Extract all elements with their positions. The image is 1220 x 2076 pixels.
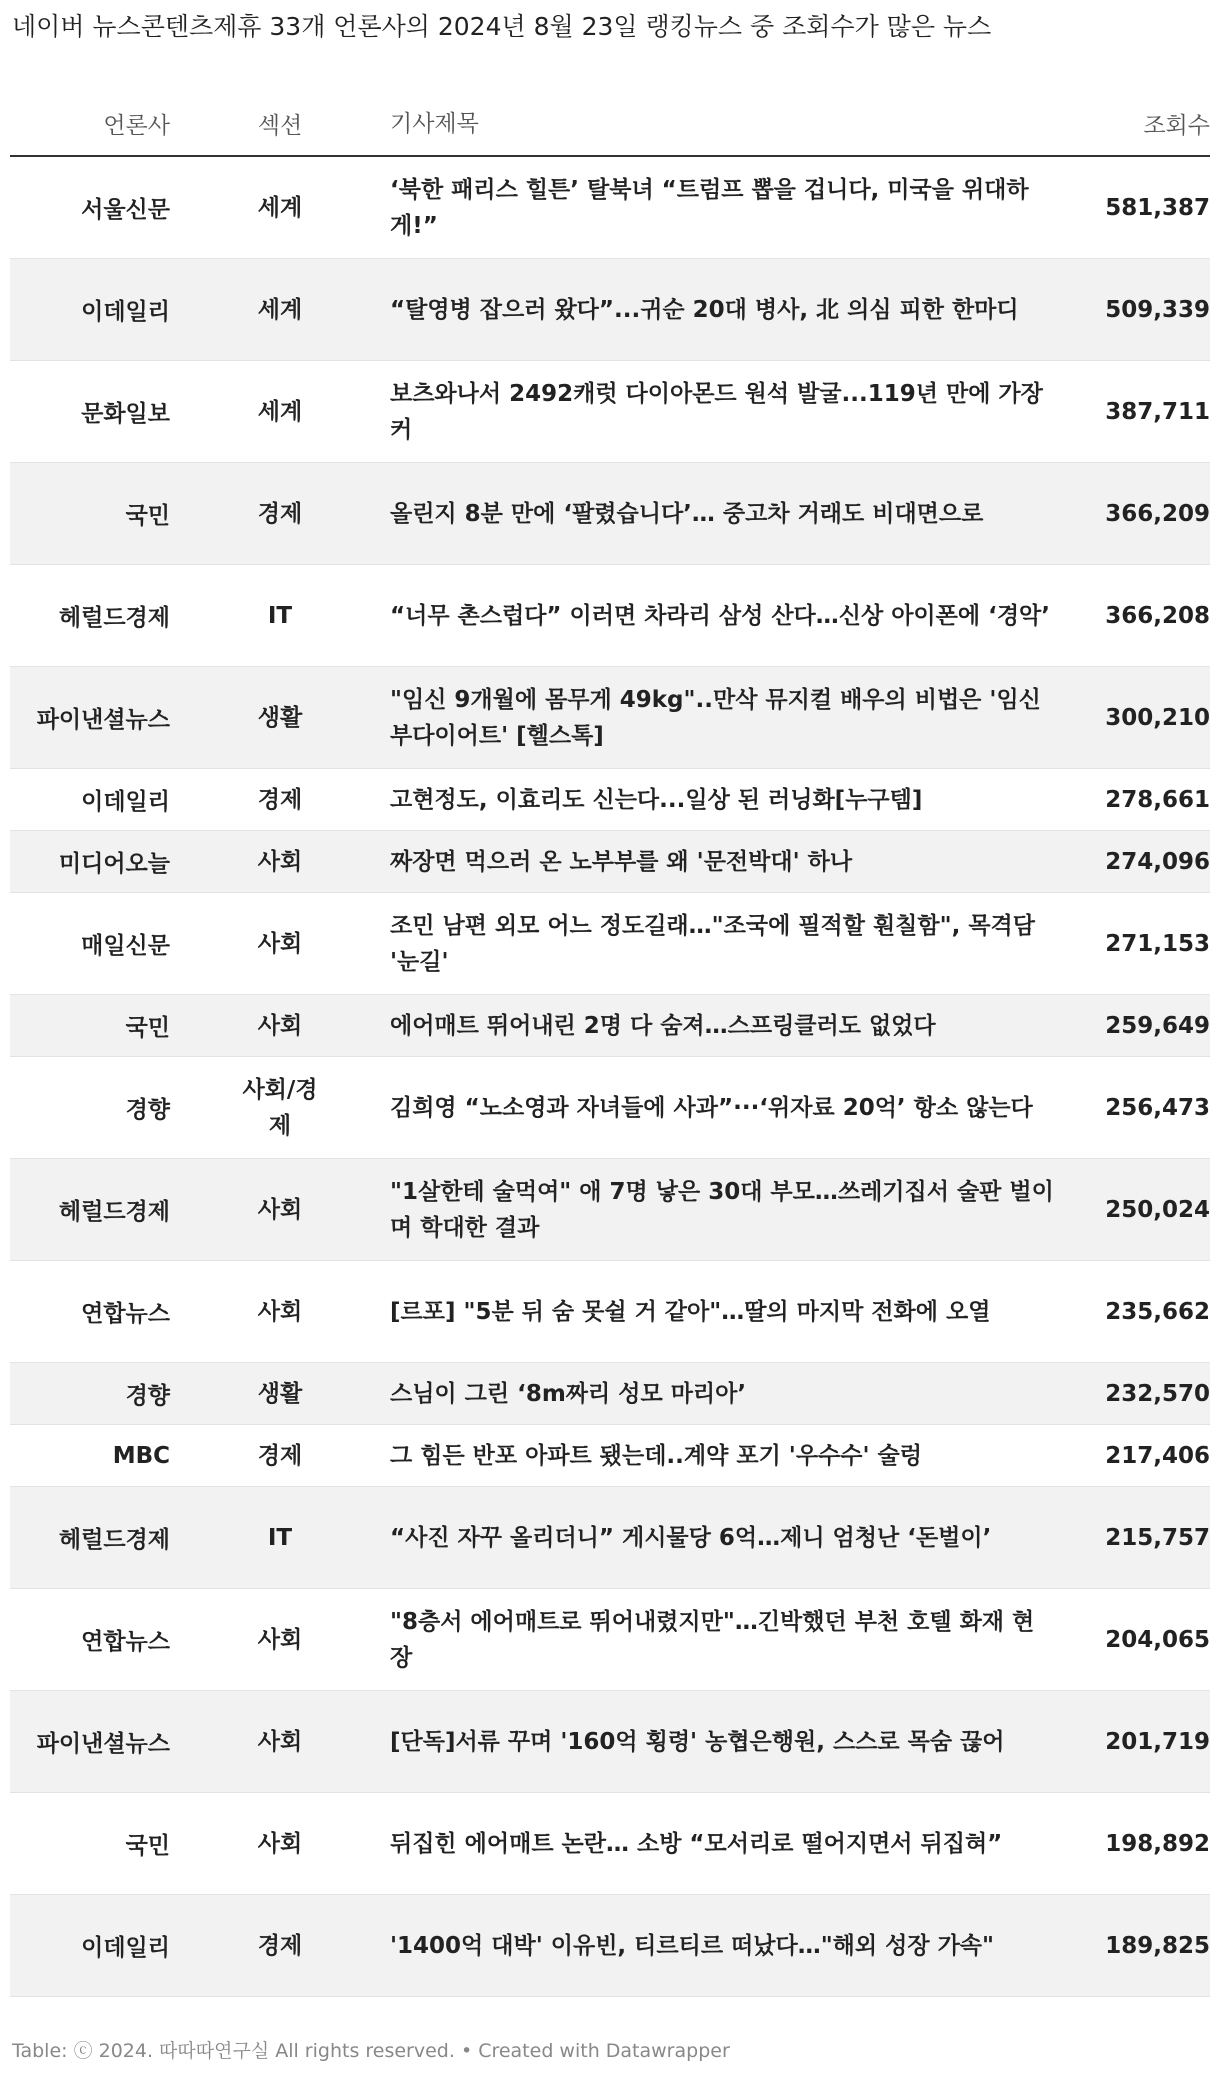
- table-header-row: [10, 92, 1210, 156]
- cell-views: 259,649: [1090, 995, 1210, 1057]
- cell-views: 581,387: [1090, 156, 1210, 259]
- headline-text: "임신 9개월에 몸무게 49kg"..만삭 뮤지컬 배우의 비법은 '임신부다이어트' [헬스톡]: [390, 686, 1041, 749]
- table-row: [10, 1487, 1210, 1589]
- section-label: 경제: [257, 1932, 303, 1959]
- section-label: 사회: [257, 1196, 303, 1223]
- cell-section: [170, 1363, 390, 1425]
- table-row: [10, 156, 1210, 259]
- cell-section: [170, 1691, 390, 1793]
- ranking-news-table: [10, 92, 1210, 1997]
- headline-text: “탈영병 잡으러 왔다”...귀순 20대 병사, 北 의심 피한 한마디: [390, 296, 1019, 323]
- cell-headline: [390, 463, 1090, 565]
- cell-publisher: 연합뉴스: [10, 1589, 170, 1691]
- cell-views: 215,757: [1090, 1487, 1210, 1589]
- table-row: [10, 667, 1210, 769]
- cell-section: [170, 1261, 390, 1363]
- cell-views: 235,662: [1090, 1261, 1210, 1363]
- table-row: [10, 1159, 1210, 1261]
- cell-section: [170, 1057, 390, 1159]
- section-label: 경제: [257, 786, 303, 813]
- table-row: [10, 769, 1210, 831]
- cell-headline: [390, 1589, 1090, 1691]
- table-body: [10, 156, 1210, 1997]
- cell-views: 278,661: [1090, 769, 1210, 831]
- cell-views: 300,210: [1090, 667, 1210, 769]
- headline-text: 조민 남편 외모 어느 정도길래…"조국에 필적할 훤칠함", 목격담 '눈길': [390, 912, 1035, 975]
- section-label: 사회: [257, 848, 303, 875]
- cell-section: [170, 565, 390, 667]
- section-label: 생활: [257, 704, 303, 731]
- table-row: [10, 1691, 1210, 1793]
- cell-views: 250,024: [1090, 1159, 1210, 1261]
- cell-views: 198,892: [1090, 1793, 1210, 1895]
- table-row: [10, 565, 1210, 667]
- cell-publisher: MBC: [10, 1425, 170, 1487]
- section-label: IT: [267, 602, 293, 629]
- section-label: 세계: [257, 194, 303, 221]
- table-row: [10, 995, 1210, 1057]
- cell-headline: [390, 259, 1090, 361]
- headline-text: "8층서 에어매트로 뛰어내렸지만"…긴박했던 부천 호텔 화재 현장: [390, 1608, 1035, 1671]
- cell-views: 271,153: [1090, 893, 1210, 995]
- cell-headline: [390, 995, 1090, 1057]
- section-label: 사회: [257, 1830, 303, 1857]
- cell-publisher: 연합뉴스: [10, 1261, 170, 1363]
- cell-publisher: 경향: [10, 1057, 170, 1159]
- cell-publisher: 파이낸셜뉴스: [10, 1691, 170, 1793]
- header-publisher[interactable]: 언론사: [10, 92, 170, 156]
- cell-section: [170, 1159, 390, 1261]
- cell-publisher: 이데일리: [10, 1895, 170, 1997]
- section-label: 경제: [257, 1442, 303, 1469]
- cell-views: 387,711: [1090, 361, 1210, 463]
- cell-section: [170, 893, 390, 995]
- cell-section: [170, 463, 390, 565]
- section-label: 세계: [257, 398, 303, 425]
- table-row: [10, 1589, 1210, 1691]
- headline-text: 에어매트 뛰어내린 2명 다 숨져…스프링클러도 없었다: [390, 1012, 936, 1039]
- cell-views: 189,825: [1090, 1895, 1210, 1997]
- cell-section: [170, 1487, 390, 1589]
- cell-views: 217,406: [1090, 1425, 1210, 1487]
- cell-headline: [390, 1057, 1090, 1159]
- header-section[interactable]: 섹션: [170, 92, 390, 156]
- cell-section: [170, 361, 390, 463]
- headline-text: 뒤집힌 에어매트 논란… 소방 “모서리로 떨어지면서 뒤집혀”: [390, 1830, 1003, 1857]
- cell-publisher: 미디어오늘: [10, 831, 170, 893]
- cell-views: 366,208: [1090, 565, 1210, 667]
- cell-section: [170, 1793, 390, 1895]
- table-row: [10, 831, 1210, 893]
- section-label: 사회/경제: [242, 1076, 318, 1139]
- cell-views: 366,209: [1090, 463, 1210, 565]
- headline-text: 그 힘든 반포 아파트 됐는데..계약 포기 '우수수' 술렁: [390, 1442, 922, 1469]
- headline-text: 고현정도, 이효리도 신는다...일상 된 러닝화[누구템]: [390, 786, 923, 813]
- cell-views: 204,065: [1090, 1589, 1210, 1691]
- cell-section: [170, 769, 390, 831]
- section-label: 사회: [257, 930, 303, 957]
- table-row: [10, 1895, 1210, 1997]
- cell-section: [170, 1895, 390, 1997]
- table-row: [10, 1363, 1210, 1425]
- table-row: [10, 1057, 1210, 1159]
- cell-publisher: 헤럴드경제: [10, 1487, 170, 1589]
- cell-views: 256,473: [1090, 1057, 1210, 1159]
- section-label: 생활: [257, 1380, 303, 1407]
- cell-headline: [390, 1895, 1090, 1997]
- headline-text: “사진 자꾸 올리더니” 게시물당 6억…제니 엄청난 ‘돈벌이’: [390, 1524, 992, 1551]
- cell-publisher: 이데일리: [10, 259, 170, 361]
- cell-publisher: 헤럴드경제: [10, 565, 170, 667]
- table-row: [10, 1425, 1210, 1487]
- headline-text: “너무 촌스럽다” 이러면 차라리 삼성 산다…신상 아이폰에 ‘경악’: [390, 602, 1050, 629]
- table-row: [10, 1793, 1210, 1895]
- table-row: [10, 463, 1210, 565]
- headline-text: 보츠와나서 2492캐럿 다이아몬드 원석 발굴...119년 만에 가장 커: [390, 380, 1043, 443]
- cell-headline: [390, 1691, 1090, 1793]
- cell-publisher: 서울신문: [10, 156, 170, 259]
- cell-headline: [390, 769, 1090, 831]
- cell-section: [170, 831, 390, 893]
- section-label: 사회: [257, 1728, 303, 1755]
- headline-text: [르포] "5분 뒤 숨 못쉴 거 같아"…딸의 마지막 전화에 오열: [390, 1298, 991, 1325]
- cell-publisher: 이데일리: [10, 769, 170, 831]
- cell-publisher: 문화일보: [10, 361, 170, 463]
- section-label: 사회: [257, 1626, 303, 1653]
- table-footer: Table: ⓒ 2024. 따따따연구실 All rights reserved. • Created with Datawrapper: [12, 2040, 730, 2062]
- cell-views: 509,339: [1090, 259, 1210, 361]
- headline-text: 올린지 8분 만에 ‘팔렸습니다’… 중고차 거래도 비대면으로: [390, 500, 984, 527]
- cell-section: [170, 1425, 390, 1487]
- cell-publisher: 매일신문: [10, 893, 170, 995]
- cell-headline: [390, 1425, 1090, 1487]
- cell-publisher: 국민: [10, 463, 170, 565]
- table-row: [10, 1261, 1210, 1363]
- cell-section: [170, 156, 390, 259]
- cell-section: [170, 995, 390, 1057]
- headline-text: 짜장면 먹으러 온 노부부를 왜 '문전박대' 하나: [390, 848, 853, 875]
- section-label: 사회: [257, 1012, 303, 1039]
- table-title: 네이버 뉴스콘텐츠제휴 33개 언론사의 2024년 8월 23일 랭킹뉴스 중 조회수가 많은 뉴스: [12, 12, 992, 41]
- section-label: 세계: [257, 296, 303, 323]
- cell-headline: [390, 1793, 1090, 1895]
- headline-text: 김희영 “노소영과 자녀들에 사과”···‘위자료 20억’ 항소 않는다: [390, 1094, 1033, 1121]
- cell-headline: [390, 156, 1090, 259]
- cell-headline: [390, 565, 1090, 667]
- cell-views: 232,570: [1090, 1363, 1210, 1425]
- cell-publisher: 경향: [10, 1363, 170, 1425]
- header-views[interactable]: 조회수: [1090, 92, 1210, 156]
- section-label: 경제: [257, 500, 303, 527]
- headline-text: 스님이 그린 ‘8m짜리 성모 마리아’: [390, 1380, 747, 1407]
- headline-text: ‘북한 패리스 힐튼’ 탈북녀 “트럼프 뽑을 겁니다, 미국을 위대하게!”: [390, 176, 1029, 239]
- cell-publisher: 파이낸셜뉴스: [10, 667, 170, 769]
- cell-headline: [390, 831, 1090, 893]
- cell-section: [170, 667, 390, 769]
- cell-headline: [390, 1487, 1090, 1589]
- cell-section: [170, 1589, 390, 1691]
- section-label: IT: [267, 1524, 293, 1551]
- cell-headline: [390, 1363, 1090, 1425]
- cell-publisher: 국민: [10, 1793, 170, 1895]
- cell-views: 201,719: [1090, 1691, 1210, 1793]
- headline-text: '1400억 대박' 이유빈, 티르티르 떠났다…"해외 성장 가속": [390, 1932, 994, 1959]
- cell-views: 274,096: [1090, 831, 1210, 893]
- header-headline[interactable]: 기사제목: [390, 92, 1090, 156]
- table-row: [10, 893, 1210, 995]
- headline-text: [단독]서류 꾸며 '160억 횡령' 농협은행원, 스스로 목숨 끊어: [390, 1728, 1005, 1755]
- cell-headline: [390, 361, 1090, 463]
- section-label: 사회: [257, 1298, 303, 1325]
- headline-text: "1살한테 술먹여" 애 7명 낳은 30대 부모…쓰레기집서 술판 벌이며 학대한 결과: [390, 1178, 1054, 1241]
- cell-section: [170, 259, 390, 361]
- cell-headline: [390, 893, 1090, 995]
- table-row: [10, 361, 1210, 463]
- cell-headline: [390, 667, 1090, 769]
- table-row: [10, 259, 1210, 361]
- cell-publisher: 국민: [10, 995, 170, 1057]
- cell-headline: [390, 1261, 1090, 1363]
- cell-publisher: 헤럴드경제: [10, 1159, 170, 1261]
- cell-headline: [390, 1159, 1090, 1261]
